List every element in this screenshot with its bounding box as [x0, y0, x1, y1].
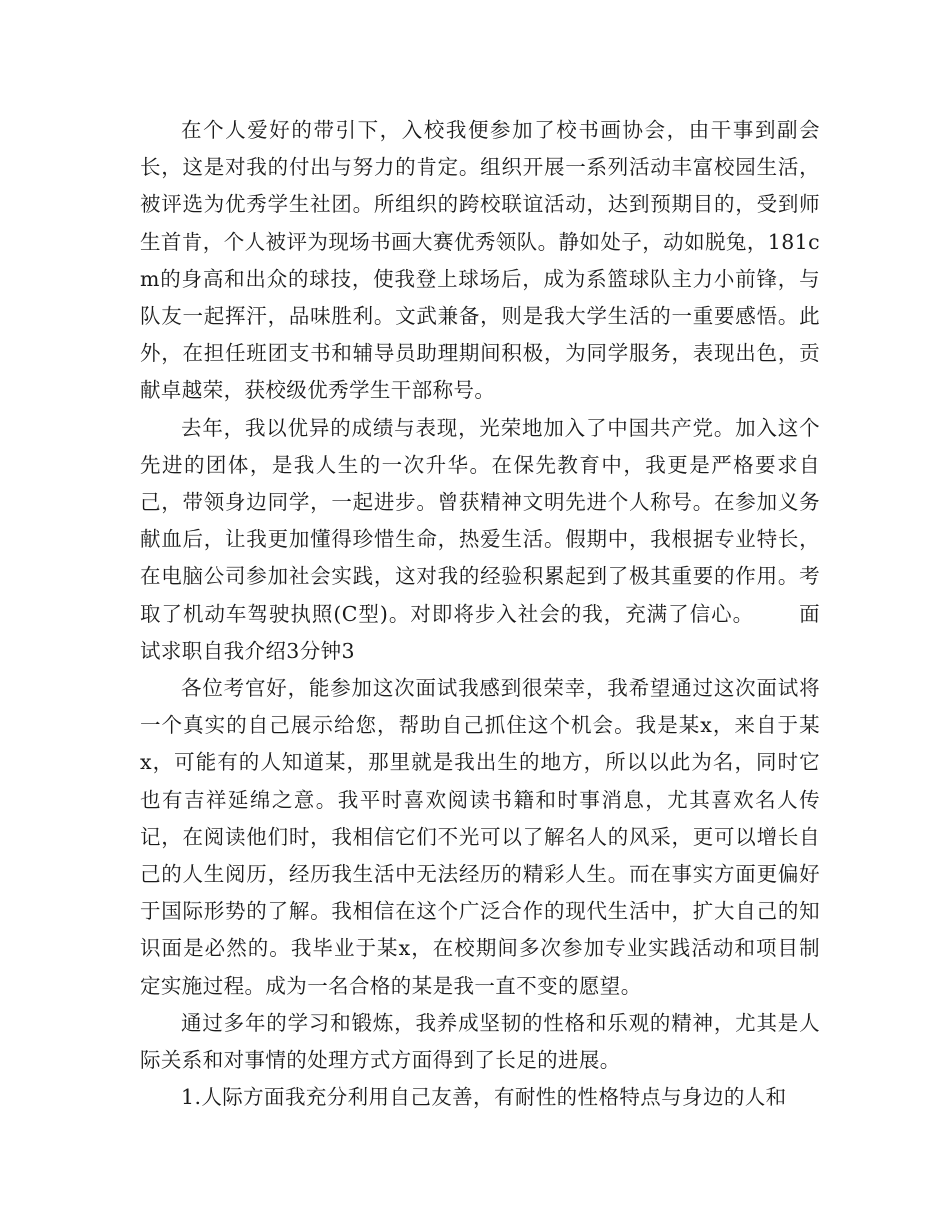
paragraph-character-growth: 通过多年的学习和锻炼，我养成坚韧的性格和乐观的精神，尤其是人际关系和对事情的处理方式方面得到了长足的进展。	[140, 1010, 820, 1073]
paragraph-interpersonal-item: 1.人际方面我充分利用自己友善，有耐性的性格特点与身边的人和	[181, 1085, 787, 1110]
paragraph-self-introduction: 各位考官好，能参加这次面试我感到很荣幸，我希望通过这次面试将一个真实的自己展示给您，帮助自己抓住这个机会。我是某x，来自于某x，可能有的人知道某，那里就是我出生的地方，所以以此为名，同时它也有吉祥延绵之意。我平时喜欢阅读书籍和时事消息，尤其喜欢名人传记，在阅读他们时，我相信它们不光可以了解名人的风采，更可以增长自己的人生阅历，经历我生活中无法经历的精彩人生。而在事实方面更偏好于国际形势的了解。我相信在这个广泛合作的现代生活中，扩大自己的知识面是必然的。我毕业于某x，在校期间多次参加专业实践活动和项目制定实施过程。成为一名合格的某是我一直不变的愿望。	[140, 676, 820, 998]
paragraph-party-membership: 去年，我以优异的成绩与表现，光荣地加入了中国共产党。加入这个先进的团体，是我人生的一次升华。在保先教育中，我更是严格要求自己，带领身边同学，一起进步。曾获精神文明先进个人称号。在参加义务献血后，让我更加懂得珍惜生命，热爱生活。假期中，我根据专业特长，在电脑公司参加社会实践，这对我的经验积累起到了极其重要的作用。考取了机动车驾驶执照(C型)。对即将步入社会的我，充满了信心。 面试求职自我介绍3分钟3	[140, 415, 820, 663]
document-body	[140, 112, 820, 1116]
paragraph-calligraphy-association: 在个人爱好的带引下，入校我便参加了校书画协会，由干事到副会长，这是对我的付出与努力的肯定。组织开展一系列活动丰富校园生活，被评选为优秀学生社团。所组织的跨校联谊活动，达到预期目的，受到师生首肯，个人被评为现场书画大赛优秀领队。静如处子，动如脱兔，181cm的身高和出众的球技，使我登上球场后，成为系篮球队主力小前锋，与队友一起挥汗，品味胜利。文武兼备，则是我大学生活的一重要感悟。此外，在担任班团支书和辅导员助理期间积极，为同学服务，表现出色，贡献卓越荣，获校级优秀学生干部称号。	[140, 118, 820, 403]
